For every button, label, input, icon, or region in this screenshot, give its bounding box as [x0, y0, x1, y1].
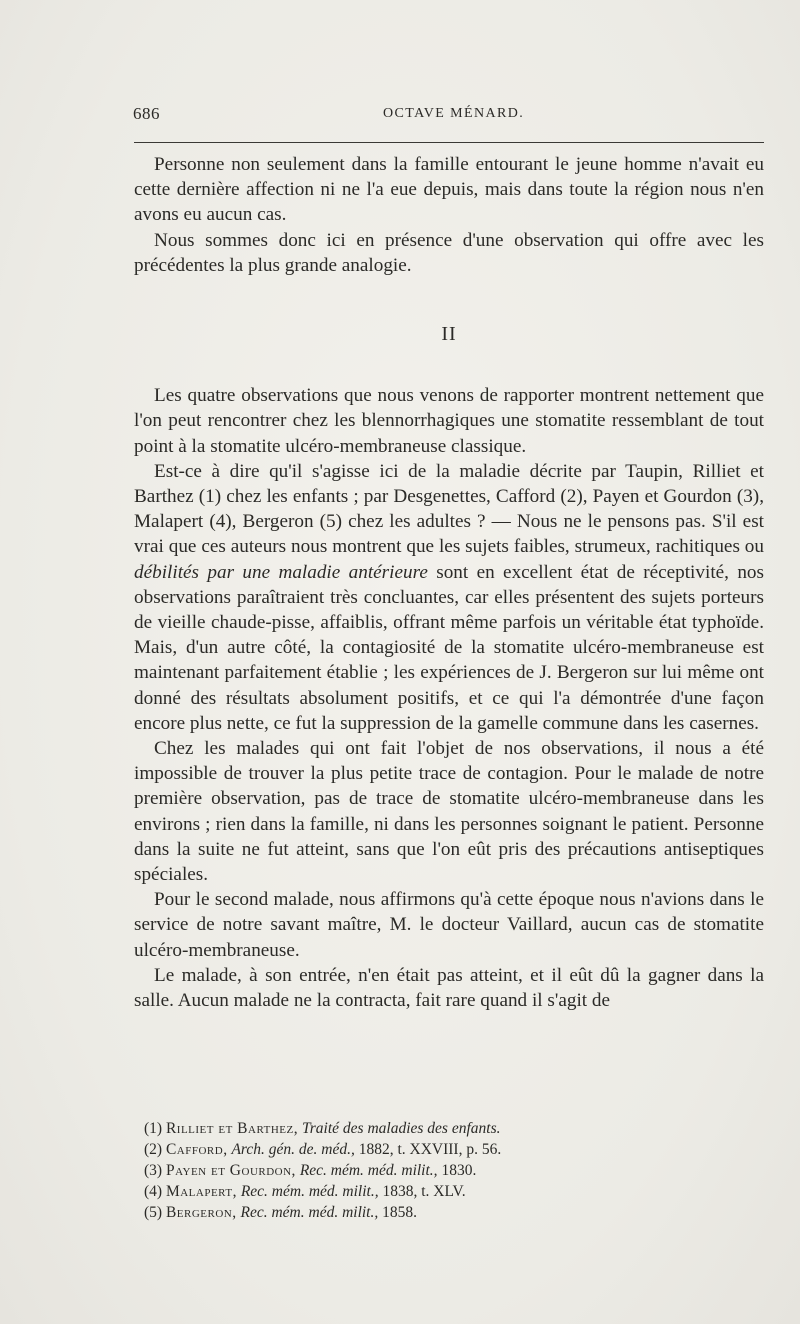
- footnote-title: Rec. mém. méd. milit.,: [240, 1204, 379, 1221]
- paragraph-1: Personne non seulement dans la famille entourant le jeune homme n'avait eu cette dernière affection ni ne l'a eue depuis, mais dans toute la région nous n'en avons eu aucun cas.: [134, 154, 764, 226]
- running-title: OCTAVE MÉNARD.: [383, 106, 525, 121]
- footnote: [144, 1160, 764, 1181]
- footnote-author: Cafford,: [165, 1141, 228, 1158]
- footnote-number: (4): [144, 1183, 163, 1200]
- footnotes: [144, 1118, 764, 1223]
- footnote: [144, 1139, 764, 1160]
- footnote-author: Bergeron,: [165, 1204, 237, 1221]
- footnote-number: (3): [144, 1162, 163, 1179]
- paragraph-3: Les quatre observations que nous venons de rapporter montrent nettement que l'on peut rencontrer chez les blennorrhagiques une stomatite ressemblant de tout point à la stomatite ulcéro-membraneuse classique.: [134, 385, 764, 457]
- page-number: 686: [133, 104, 160, 123]
- footnote-author: Malapert,: [165, 1183, 237, 1200]
- footnote-number: (1): [144, 1120, 163, 1137]
- footnote-rest: 1830.: [437, 1162, 477, 1179]
- footnote-title: Rec. mém. méd. milit.,: [299, 1162, 438, 1179]
- paragraph-6: Pour le second malade, nous affirmons qu'à cette époque nous n'avions dans le service de notre savant maître, M. le docteur Vaillard, aucun cas de stomatite ulcéro-membraneuse.: [134, 889, 764, 961]
- footnote-author: Rilliet et Barthez,: [165, 1120, 299, 1137]
- paragraph-5: Chez les malades qui ont fait l'objet de nos observations, il nous a été impossible de trouver la plus petite trace de contagion. Pour le malade de notre première observation, pas de trace de stomatite ulcéro-membraneuse dans les environs ; rien dans la famille, ni dans les personnes soignant le patient. Personne dans la suite ne fut atteint, sans que l'on eût pris des précautions antiseptiques spéciales.: [134, 738, 764, 886]
- paragraph-2: Nous sommes donc ici en présence d'une observation qui offre avec les précédentes la plus grande analogie.: [134, 229, 764, 276]
- footnote-number: (5): [144, 1204, 163, 1221]
- paragraph-4: [134, 459, 764, 736]
- footnote-title: Arch. gén. de. méd.,: [231, 1141, 355, 1158]
- body-text: [134, 152, 764, 1013]
- header-rule: [134, 142, 764, 143]
- paragraph-4-text-b: sont en excellent état de réceptivité, nos observations paraîtraient très concluantes, car elles présentent des sujets porteurs de vieille chaude-pisse, affaiblis, offrant même parfois un véritable état typhoïde. Mais, d'un autre côté, la contagiosité de la stomatite ulcéro-membraneuse est maintenant parfaitement établie ; les expériences de J. Bergeron sur lui même ont donné des résultats absolument positifs, et ce qui l'a démontrée d'une façon encore plus nette, ce fut la suppression de la gamelle commune dans les casernes.: [134, 561, 764, 734]
- footnote-number: (2): [144, 1141, 163, 1158]
- footnote-author: Payen et Gourdon,: [165, 1162, 296, 1179]
- footnote: [144, 1202, 764, 1223]
- paragraph-4-text-a: Est-ce à dire qu'il s'agisse ici de la maladie décrite par Taupin, Rilliet et Barthez (1) chez les enfants ; par Desgenettes, Cafford (2), Payen et Gourdon (3), Malapert (4), Bergeron (5) chez les adultes ? — Nous ne le pensons pas. S'il est vrai que ces auteurs nous montrent que les sujets faibles, strumeux, rachitiques ou: [134, 460, 764, 558]
- footnote-title: Rec. mém. méd. milit.,: [240, 1183, 379, 1200]
- page-header: [133, 104, 763, 128]
- section-heading: II: [441, 323, 457, 346]
- footnote: [144, 1181, 764, 1202]
- paragraph-4-italic: débilités par une maladie antérieure: [134, 561, 428, 583]
- footnote-rest: 1882, t. XXVIII, p. 56.: [354, 1141, 502, 1158]
- footnote-rest: 1858.: [378, 1204, 417, 1221]
- paragraph-7: Le malade, à son entrée, n'en était pas atteint, et il eût dû la gagner dans la salle. Aucun malade ne la contracta, fait rare quand il s'agit de: [134, 964, 764, 1012]
- footnote-title: Traité des maladies des enfants.: [302, 1120, 501, 1137]
- footnote: [144, 1118, 764, 1139]
- footnote-rest: 1838, t. XLV.: [378, 1183, 466, 1200]
